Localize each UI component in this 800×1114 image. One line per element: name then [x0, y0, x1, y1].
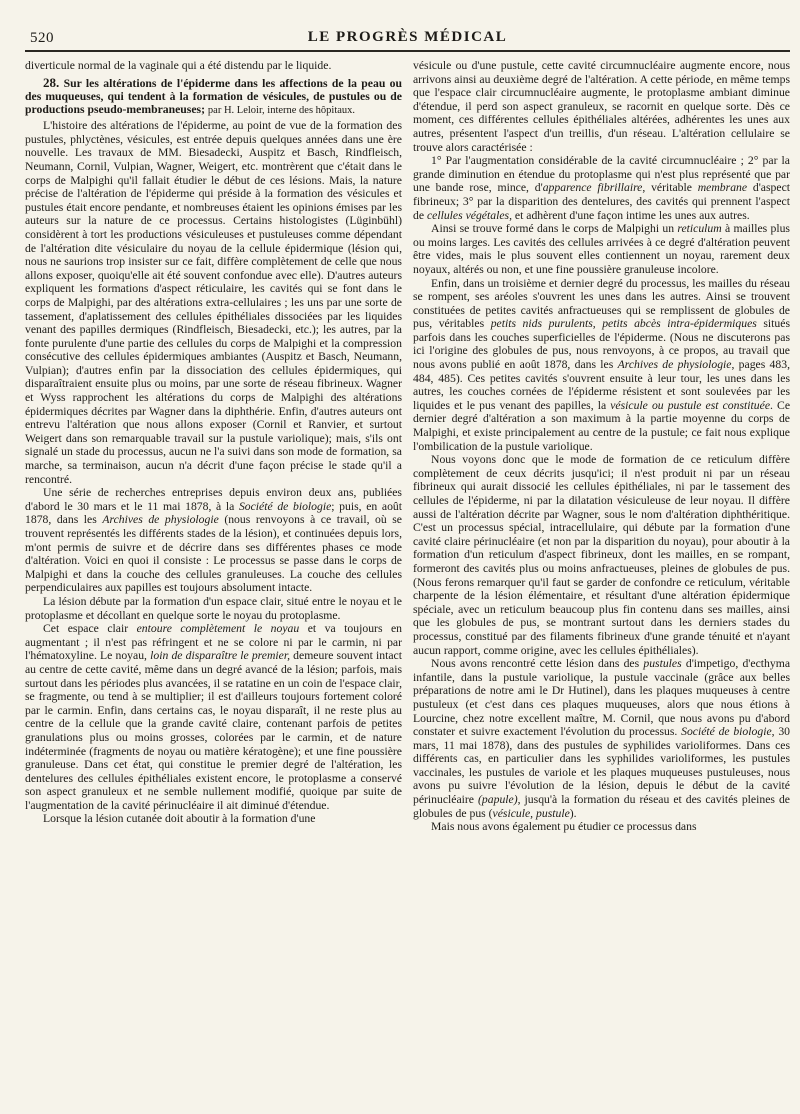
paragraph [413, 222, 790, 276]
italic-run: cellules végétales [426, 208, 510, 222]
text-run: (nous renvoyons à ce travail, où se trouvent représentés les différents stades de la lésion), et continuées depuis lors, m'ont permis de suivre et de décrire dans ses différentes phases ce mode d'altération. Voici en quoi il consiste : Le processus se passe dans le corps de Malpighi et dans la couche des cellules granuleuses. La couche des cellules perpendiculaires aux papilles est toujours absolument intacte. [25, 513, 402, 595]
article-byline: par H. Leloir, interne des hôpitaux. [207, 105, 356, 116]
text-run: à mailles plus ou moins larges. Les cavités des cellules arrivées à ce degré d'altération peuvent être vides, mais le plus souvent elles contiennent un noyau, rarement deux noyaux, altérés ou non, et une fine poussière granuleuse incolore. [413, 222, 790, 276]
italic-run: pustules [643, 657, 682, 671]
paragraph [413, 277, 790, 454]
italic-run: vésicule, pustule [492, 806, 570, 820]
left-column [25, 59, 402, 834]
text-run: Enfin, dans un troisième et dernier degré du processus, les mailles du réseau se rompent, ses aréoles s'ouvrent les unes dans les autres. Ainsi se trouvent constituées de petites cavités anfractueuses qui se remplissent de globules de pus, véritables [413, 276, 790, 331]
text-run: Cet espace clair [43, 622, 137, 636]
page-number: 520 [30, 30, 54, 46]
page-header [25, 28, 790, 52]
text-run: , pages 483, 484, 485). Ces petites cavités s'ouvrent ensuite à leur tour, les unes dans les autres, les couches cornées de l'épiderme résistent et sont soulevées par les liquides et le pus venant des papilles, la [413, 358, 790, 412]
paragraph: Mais nous avons également pu étudier ce processus dans [431, 820, 697, 834]
text-run: Nous avons rencontré cette lésion dans des [431, 657, 644, 671]
text-run: d'aspect fibrineux; 3° par la disparition des dentelures, des cavités qui prennent l'aspect de [413, 181, 790, 222]
text-columns [25, 59, 790, 834]
italic-run: vésicule ou pustule est constituée [610, 398, 771, 412]
text-run: et va toujours en augmentant ; il n'est pas réfringent et ne se colore ni par le carmin, ni par l'hématoxyline. Le noyau, [25, 622, 403, 663]
text-run: , jusqu'à la formation du réseau et des cavités pleines de globules de pus ( [413, 793, 790, 820]
italic-run: Archives de physiologie [102, 513, 219, 527]
paragraph: Lorsque la lésion cutanée doit aboutir à la formation d'une [43, 812, 316, 826]
italic-run: entoure complètement le noyau [136, 622, 300, 636]
text-run: 1° Par l'augmentation considérable de la cavité circumnucléaire ; 2° par la grande diminution en étendue du protoplasme qui n'est plus représenté que par une bande rose, mince, d' [413, 154, 790, 195]
journal-title: LE PROGRÈS MÉDICAL [307, 29, 508, 45]
text-run: , 30 mars, 11 mai 1878), dans des pustules de syphilides varioliformes. Dans ces différents cas, en particulier dans les syphilides varioliformes, les pustules vaccinales, les pustules de variole et les plaques muqueuses pustuleuses, nous avons pu suivre l'évolution de la lésion, depuis le début de la cavité périnucléaire [413, 725, 790, 807]
italic-run: Société de biologie [681, 725, 772, 739]
paragraph: diverticule normal de la vaginale qui a été distendu par le liquide. [25, 59, 332, 72]
paragraph: L'histoire des altérations de l'épiderme, au point de vue de la formation des pustules, phlyctènes, vésicules, est entrée depuis quelques années dans une ère nouvelle. Les travaux de MM. Biesadecki, Auspitz et Basch, Rindfleisch, Neumann, Cornil, Vulpian, Wagner, Weigert, etc. montrèrent que c'était dans le corps de Malpighi qu'il fallait étudier le début de ces lésions. Mais, la nature précise de l'altération de l'épiderme qui préside à la formation des vésicules et pustules était encore pendante, et nombreuses étaient les opinions émises par les auteurs sur la nature de ce processus. Certains histologistes (Lüginbühl) considèrent à tort les productions vésiculeuses et pustuleuses comme dépendant de l'altération dite vésiculaire du noyau de la cellule épidermique (lésion qui, nous ne saurions trop insister sur ce fait, diffère complètement de celle que nous allons exposer, quoiqu'elle ait été souvent confondue avec elle). D'autres auteurs expliquent les formations d'aspect réticulaire, les cavités qui se font dans le corps de Malpighi, par des altérations extra-cellulaires ; les uns par une sorte de tassement, d'aplatissement des cellules épithéliales dissociées par les liquides venant des papilles dermiques (Rindfleisch, Biesadecki, etc.); les autres, par la fonte purulente d'une partie des cellules du corps de Malpighi et la compression consécutive des cellules épidermiques ambiantes (Auspitz et Basch, Neumann, Vulpian); d'autres enfin par la dissociation des cellules épidermiques, qui disparaîtraient ensuite plus ou moins, par une sorte de réseau fibrineux. Wagner et Wyss rapprochent les altérations du corps de Malpighi des altérations épidermiques décrites par Wagner dans la diphthérie. Enfin, d'autres auteurs ont entrevu l'altération que nous allons exposer (Cornil et Ranvier, et surtout Weigert dans son remarquable travail sur la pustule variolique); mais, s'ils ont signalé un stade du processus, aucun ne l'a suivi dans son mode de formation, sa marche, sa terminaison, aucun n'a décrit d'une façon précise le stade qu'il a rencontré. [25, 119, 402, 486]
italic-run: apparence fibrillaire [542, 181, 643, 195]
paragraph: vésicule ou d'une pustule, cette cavité circumnucléaire augmente encore, nous arrivons ainsi au deuxième degré de l'altération. A cette période, en même temps que l'espace clair circumnucléaire augmente, le protoplasme ambiant diminue d'étendue, il perd son aspect granuleux, se racornit en quelque sorte. Dès ce moment, ces différentes cellules épithéliales altérées, adhérentes les unes aux autres, présentent l'aspect d'un treillis, d'un réseau. L'altération cellulaire se trouve alors caractérisée : [413, 59, 790, 154]
right-column [413, 59, 790, 834]
paragraph [413, 657, 790, 820]
paragraph [25, 486, 402, 595]
italic-run: loin de disparaître le premier, [150, 649, 291, 663]
text-run: Une série de recherches entreprises depuis environ deux ans, publiées d'abord le 30 mars et le 11 mai 1878, à la [25, 486, 402, 513]
article-title: Sur les altérations de l'épiderme dans les affections de la peau ou des muqueuses, qui tendent à la formation de vésicules, de pustules ou de productions pseudo-membraneuses; [25, 76, 403, 116]
article-number: 28. [43, 74, 60, 90]
text-run: , véritable [642, 181, 698, 195]
paragraph: Nous voyons donc que le mode de formation de ce reticulum diffère complètement de ceux décrits jusqu'ici; il n'est produit ni par un réseau fibrineux qui aurait dissocié les cellules épithéliales, ni par le tassement des cellules de l'épiderme, ni par la dilatation vésiculeuse de leur noyau. Il diffère aussi de l'altération décrite par Wagner, sous le nom d'altération diphthéritique. C'est un processus spécial, intracellulaire, qui débute par la formation d'une cavité claire périnucléaire (et non par la disparition du noyau), pour aboutir à la formation d'un reticulum d'aspect fibrineux, dont les mailles, en se rompant, formeront des cavités plus ou moins anfractueuses, pleines de globules de pus. (Nous ferons remarquer qu'il faut se garder de confondre ce reticulum, véritable charpente de la lésion élémentaire, et résultant d'une altération épidermique spéciale, avec un reticulum beaucoup plus fin contenu dans ses mailles, ainsi que les globules de pus, se montrant surtout dans les derniers stades du processus, constitué par des filaments fibrineux d'une grande ténuité et n'ayant aucun rapport, comme origine, avec les cellules épithéliales). [413, 453, 790, 657]
paragraph: La lésion débute par la formation d'un espace clair, situé entre le noyau et le protoplasme et décollant en quelque sorte le noyau du protoplasme. [25, 594, 402, 622]
article-heading [25, 76, 402, 118]
text-run: , et adhèrent d'une façon intime les unes aux autres. [509, 208, 750, 222]
italic-run: Société de biologie [238, 499, 332, 513]
paragraph [413, 154, 790, 222]
italic-run: membrane [697, 181, 748, 195]
italic-run: (papule) [478, 793, 518, 807]
italic-run: Archives de physiologie [617, 358, 732, 372]
text-run: demeure souvent intact au centre de cette cavité, même dans un degré avancé de la lésion; parfois, mais surtout dans les périodes plus avancées, il se ratatine en un coin de l'espace clair, se fragmente, ou tend à se multiplier; il est d'ailleurs toujours fortement coloré par le carmin. Enfin, dans certains cas, le noyau disparaît, il ne reste plus au centre de la cellule que la grande cavité claire, contenant parfois de petites granulations plus ou moins grosses, colorées par le carmin, et de nature indéterminée (fragments de noyau ou matière kératogène); et une fine poussière granuleuse. Dans cet état, qui constitue le premier degré de l'altération, les dentelures des cellules épithéliales existent encore, le protoplasme a conservé son aspect granuleux et ne semble nullement modifié, quoique par suite de l'augmentation de la cavité périnucléaire il ait diminué d'étendue. [25, 649, 402, 812]
text-run: . Ce dernier degré d'altération a son maximum à la partie moyenne du corps de Malpighi, et existe principalement au centre de la pustule; ce fait nous explique l'ombilication de la pustule variolique. [413, 398, 791, 453]
text-run: ). [569, 806, 577, 820]
italic-run: petits nids purulents, petits abcès intra-épidermiques [490, 317, 757, 331]
text-run: d'impetigo, d'ecthyma infantile, dans la pustule variolique, la pustule vaccinale (grâce aux belles préparations de notre ami le Dr Hutinel), dans les plaques muqueuses à centre pustuleux (et c'est dans ces plaques muqueuses, alors que nous étions à Lourcine, chez notre excellent maître, M. Cornil, que nous avons pu d'abord constater et suivre exactement l'évolution du processus. [413, 657, 791, 739]
text-run: Ainsi se trouve formé dans le corps de Malpighi un [431, 222, 678, 236]
paragraph [25, 622, 402, 812]
text-run: ; puis, en août 1878, dans les [25, 499, 403, 527]
italic-run: reticulum [677, 222, 722, 236]
text-run: situés parfois dans les couches superficielles de l'épiderme. (Nous ne discuterons pas ici l'origine des globules de pus, nous renvoyons, à ce propos, au travail que nous avons publié en août 1878, dans les [413, 317, 790, 372]
